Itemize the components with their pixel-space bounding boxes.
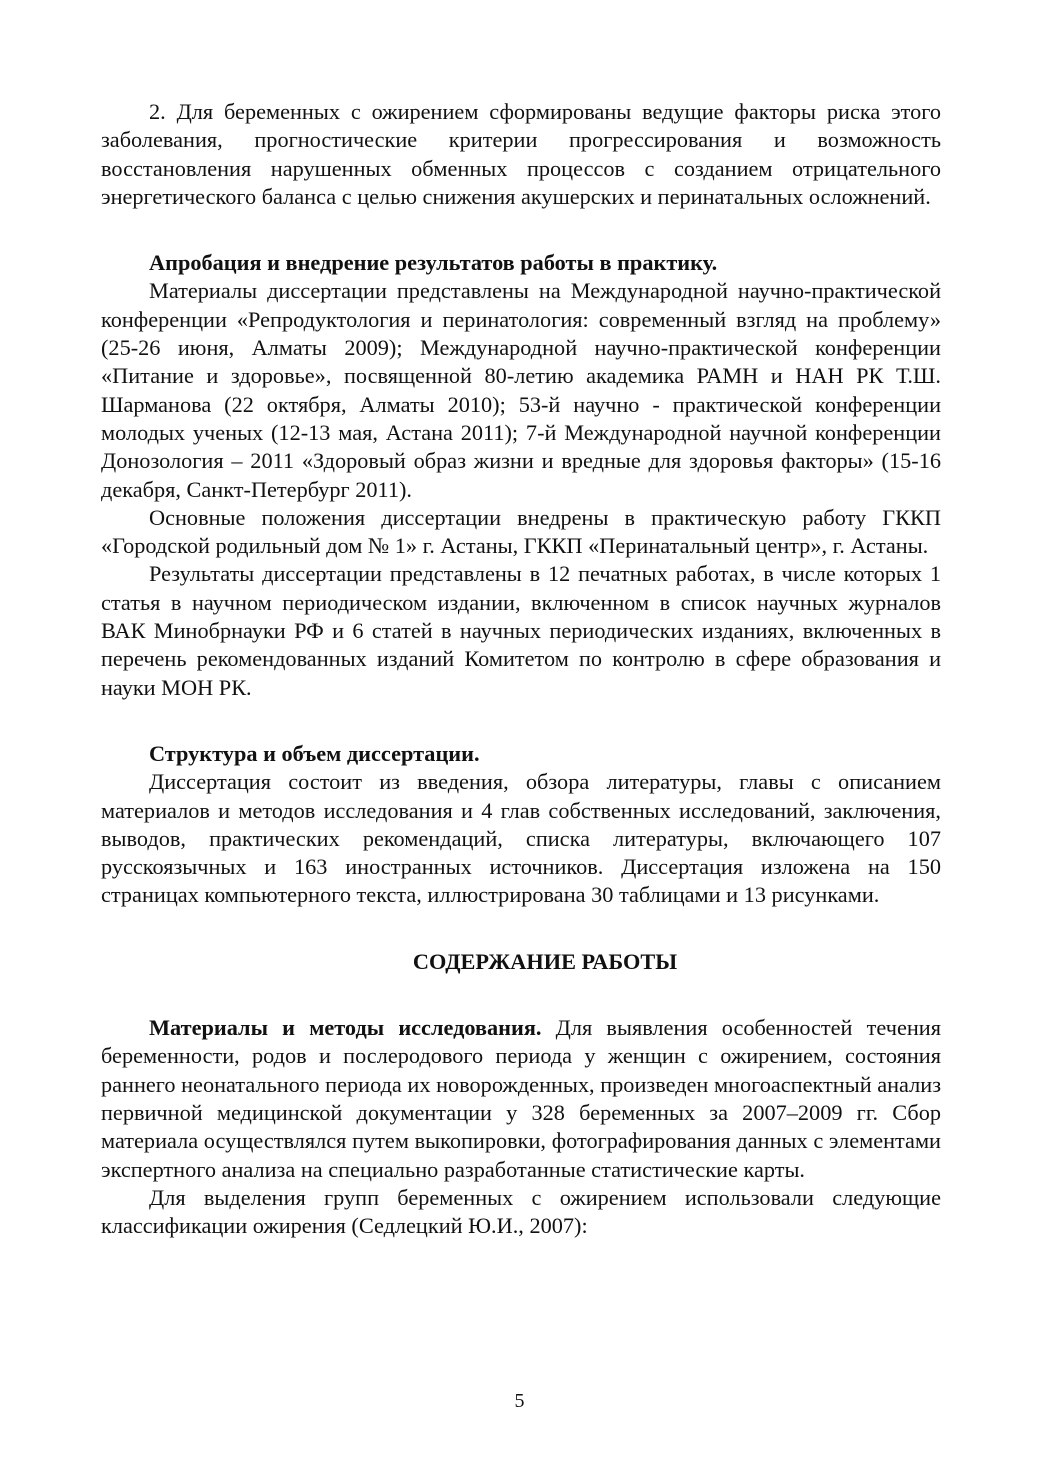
paragraph-structure: Диссертация состоит из введения, обзора литературы, главы с описанием материалов и методов исследования и 4 глав собственных исследований, заключения, выводов, практических рекомендаций, списка литературы, включающего 107 русскоязычных и 163 иностранных источников. Диссертация изложена на 150 страницах компьютерного текста, иллюстрирована 30 таблицами и 13 рисунками.: [101, 769, 941, 908]
spacer: [101, 702, 941, 740]
page-number: 5: [514, 1390, 525, 1412]
heading-structure: Структура и объем диссертации.: [149, 740, 480, 766]
paragraph-methods: [101, 1014, 941, 1184]
paragraph-conferences: Материалы диссертации представлены на Международной научно-практической конференции «Репродуктология и перинатология: современный взгляд на проблему» (25-26 июня, Алматы 2009); Международной научно-практической конференции «Питание и здоровье», посвященной 80-летию академика РАМН и НАН РК Т.Ш. Шарманова (22 октября, Алматы 2010); 53-й научно - практической конференции молодых ученых (12-13 мая, Астана 2011); 7-й Международной научной конференции Донозология – 2011 «Здоровый образ жизни и вредные для здоровья факторы» (15-16 декабря, Санкт-Петербург 2011).: [101, 278, 941, 502]
document-page: [101, 98, 941, 1240]
heading-approbation: Апробация и внедрение результатов работы в практику.: [149, 250, 718, 276]
inline-heading-methods: Материалы и методы исследования.: [149, 1015, 542, 1041]
paragraph-conclusion-2: 2. Для беременных с ожирением сформированы ведущие факторы риска этого заболевания, прогностические критерии прогрессирования и возможность восстановления нарушенных обменных процессов с созданием отрицательного энергетического баланса с целью снижения акушерских и перинатальных осложнений.: [101, 99, 941, 209]
spacer: [101, 910, 941, 948]
paragraph-implementation: Основные положения диссертации внедрены в практическую работу ГККП «Городской родильный дом № 1» г. Астаны, ГККП «Перинатальный центр», г. Астаны.: [101, 504, 941, 559]
paragraph-classification: Для выделения групп беременных с ожирением использовали следующие классификации ожирения (Седлецкий Ю.И., 2007):: [101, 1184, 941, 1239]
paragraph-methods-text: Для выявления особенностей течения беременности, родов и послеродового периода у женщин с ожирением, состояния раннего неонатального периода их новорожденных, произведен многоаспектный анализ первичной медицинской документации у 328 беременных за 2007–2009 гг. Сбор материала осуществлялся путем выкопировки, фотографирования данных с элементами экспертного анализа на специально разработанные статистические карты.: [101, 1015, 941, 1182]
spacer: [101, 976, 941, 1014]
spacer: [101, 211, 941, 249]
heading-contents: СОДЕРЖАНИЕ РАБОТЫ: [412, 948, 678, 974]
paragraph-publications: Результаты диссертации представлены в 12 печатных работах, в числе которых 1 статья в научном периодическом издании, включенном в список научных журналов ВАК Минобрнауки РФ и 6 статей в научных периодических изданиях, включенных в перечень рекомендованных изданий Комитетом по контролю в сфере образования и науки МОН РК.: [101, 561, 941, 700]
